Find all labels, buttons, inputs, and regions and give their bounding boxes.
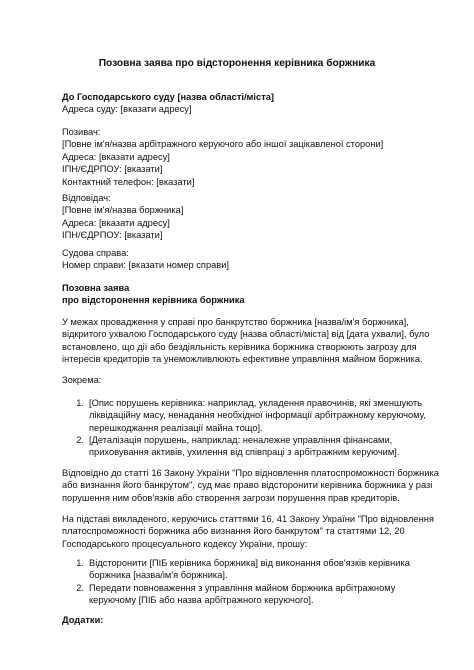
request-item-line: Передати повноваження з управління майном боржника арбітражному xyxy=(89,583,396,593)
intro-paragraph xyxy=(62,316,430,366)
attachments-block xyxy=(62,614,422,626)
plaintiff-tax-id: ІПН/ЄДРПОУ: [вказати] xyxy=(62,164,163,175)
plaintiff-name: [Повне ім'я/назва арбітражного керуючого або іншої зацікавленої сторони] xyxy=(62,139,384,150)
court-heading: До Господарського суду [назва області/міста] xyxy=(62,92,275,102)
court-block xyxy=(62,91,422,116)
attachments-heading: Додатки: xyxy=(62,615,104,625)
plaintiff-address: Адреса: [вказати адресу] xyxy=(62,151,170,162)
law-line: або визнання його банкрутом", суд має право відсторонити керівника боржника у разі xyxy=(62,480,433,491)
law-line: порушення ним обов'язків або створення загрози порушення прав кредиторів. xyxy=(62,492,400,503)
request-number: 1. xyxy=(76,558,84,568)
defendant-label: Відповідач: xyxy=(62,193,111,203)
claim-heading-block xyxy=(62,282,422,307)
violation-number: 2. xyxy=(76,435,84,445)
violation-number: 1. xyxy=(76,398,84,408)
plaintiff-block xyxy=(62,126,422,188)
request-item-line: боржника [назва/ім'я боржника]. xyxy=(89,570,228,581)
request-paragraph xyxy=(62,513,434,550)
case-block xyxy=(62,247,422,272)
intro-line: інтересів кредиторів та унеможливлюють ефективне управління майном боржника. xyxy=(62,354,423,365)
intro-line: У межах провадження у справі про банкрутство боржника [назва/ім'я боржника], xyxy=(62,317,409,327)
court-address: Адреса суду: [вказати адресу] xyxy=(62,104,192,115)
claim-heading-line2: про відсторонення керівника боржника xyxy=(62,295,245,306)
violation-line: приховування активів, ухилення від співпраці з арбітражним керуючим]. xyxy=(89,447,400,458)
violation-line: [Опис порушень керівника: наприклад, укладення правочинів, які зменшують xyxy=(89,398,422,408)
request-number: 2. xyxy=(76,583,84,593)
violation-line: перешкоджання реалізації майна тощо]. xyxy=(89,422,263,433)
namely-label: Зокрема: xyxy=(62,375,102,385)
law-paragraph xyxy=(62,467,439,504)
defendant-block xyxy=(62,192,422,242)
case-number: Номер справи: [вказати номер справи] xyxy=(62,260,230,271)
violation-line: ліквідаційну масу, ненадання необхідної інформації арбітражному керуючому, xyxy=(89,410,426,421)
document-title: Позовна заява про відсторонення керівника боржника xyxy=(98,58,376,69)
case-label: Судова справа: xyxy=(62,248,129,258)
request-item-line: керуючому [ПІБ або назва арбітражного керуючого]. xyxy=(89,595,314,606)
claim-heading-line1: Позовна заява xyxy=(62,283,130,293)
defendant-name: [Повне ім'я/назва боржника] xyxy=(62,205,184,216)
defendant-address: Адреса: [вказати адресу] xyxy=(62,217,170,228)
law-line: Відповідно до статті 16 Закону України "Про відновлення платоспроможності боржника xyxy=(62,468,439,478)
violation-line: [Деталізація порушень, наприклад: неналежне управління фінансами, xyxy=(89,435,393,445)
request-line: Господарського процесуального кодексу України, прошу: xyxy=(62,538,308,549)
plaintiff-label: Позивач: xyxy=(62,127,101,137)
request-line: На підставі викладеного, керуючись статтями 16, 41 Закону України "Про відновлення xyxy=(62,514,434,524)
intro-line: встановлено, що дії або бездіяльність керівника боржника створюють загрозу для xyxy=(62,341,417,352)
defendant-tax-id: ІПН/ЄДРПОУ: [вказати] xyxy=(62,230,163,241)
intro-line: відкритого ухвалою Господарського суду [назва області/міста] від [дата ухвали], було xyxy=(62,329,430,340)
plaintiff-phone: Контактний телефон: [вказати] xyxy=(62,176,195,187)
request-line: платоспроможності боржника або визнання його банкрутом" та статтями 12, 20 xyxy=(62,526,405,537)
request-item-line: Відсторонити [ПІБ керівника боржника] від виконання обов'язків керівника xyxy=(89,558,410,568)
